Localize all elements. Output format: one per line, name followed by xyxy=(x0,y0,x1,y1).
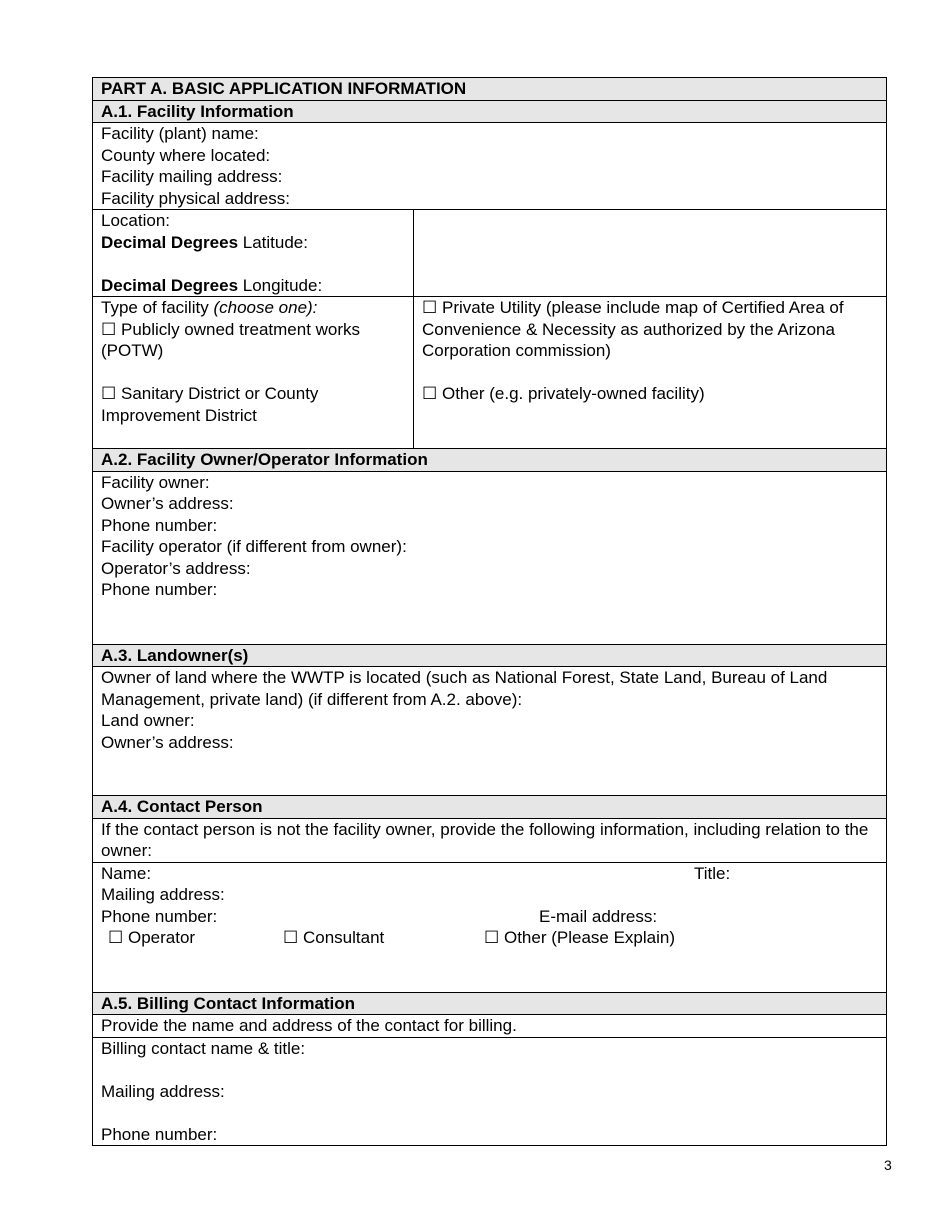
operator-label: Operator xyxy=(127,928,196,947)
facility-type-right-cell xyxy=(414,297,887,449)
billing-phone-field[interactable]: Phone number: xyxy=(101,1124,218,1144)
potw-option[interactable] xyxy=(101,319,405,362)
operator-option[interactable] xyxy=(108,927,195,949)
location-value-cell[interactable] xyxy=(414,210,887,297)
other-contact-label: Other (Please Explain) xyxy=(503,928,676,947)
facility-type-label: Type of facility (choose one): xyxy=(101,298,318,317)
a2-section-title: A.2. Facility Owner/Operator Information xyxy=(93,449,887,472)
private-utility-option[interactable] xyxy=(422,297,878,362)
private-utility-label: Private Utility (please include map of Certified Area of Convenience & Necessity as authorized by the Arizona Corporation commission) xyxy=(422,298,844,360)
a4-section-title: A.4. Contact Person xyxy=(93,796,887,819)
application-form-table xyxy=(92,77,887,1146)
latitude-label: Latitude: xyxy=(242,232,308,252)
checkbox-icon[interactable]: ☐ xyxy=(422,384,438,403)
a3-landowner-fields xyxy=(93,667,887,796)
other-facility-option[interactable] xyxy=(422,383,878,405)
contact-mailing-address-field[interactable]: Mailing address: xyxy=(101,885,225,904)
location-cell xyxy=(93,210,414,297)
operator-phone-field[interactable]: Phone number: xyxy=(101,580,218,599)
checkbox-icon[interactable]: ☐ xyxy=(101,384,117,403)
billing-name-title-field[interactable]: Billing contact name & title: xyxy=(101,1038,306,1058)
contact-phone-field[interactable]: Phone number: xyxy=(101,906,218,926)
consultant-option[interactable] xyxy=(283,927,384,949)
checkbox-icon[interactable]: ☐ xyxy=(101,319,117,339)
sanitary-district-option[interactable] xyxy=(101,383,405,426)
county-field[interactable]: County where located: xyxy=(101,145,271,165)
contact-email-field[interactable]: E-mail address: xyxy=(539,906,658,926)
a1-section-title: A.1. Facility Information xyxy=(93,100,887,123)
facility-mailing-address-field[interactable]: Facility mailing address: xyxy=(101,167,283,186)
longitude-field[interactable] xyxy=(101,275,405,297)
checkbox-icon[interactable]: ☐ xyxy=(484,928,500,947)
contact-title-field[interactable]: Title: xyxy=(694,863,731,883)
choose-one-hint: (choose one): xyxy=(213,298,318,317)
facility-physical-address-field[interactable]: Facility physical address: xyxy=(101,188,290,208)
longitude-label: Longitude: xyxy=(242,275,323,295)
consultant-label: Consultant xyxy=(302,928,385,947)
a5-billing-fields xyxy=(93,1037,887,1146)
decimal-degrees-label: Decimal Degrees xyxy=(101,232,239,252)
a2-owner-fields xyxy=(93,471,887,644)
part-a-title: PART A. BASIC APPLICATION INFORMATION xyxy=(93,78,887,101)
latitude-field[interactable] xyxy=(101,232,405,254)
page-number: 3 xyxy=(884,1157,892,1173)
facility-owner-field[interactable]: Facility owner: xyxy=(101,472,210,492)
landowner-address-field[interactable]: Owner’s address: xyxy=(101,732,234,752)
facility-operator-field[interactable]: Facility operator (if different from owner): xyxy=(101,537,407,556)
sanitary-district-label: Sanitary District or County Improvement District xyxy=(101,384,319,425)
a1-facility-fields xyxy=(93,123,887,210)
owner-phone-field[interactable]: Phone number: xyxy=(101,515,218,535)
a4-contact-fields xyxy=(93,862,887,992)
operator-address-field[interactable]: Operator’s address: xyxy=(101,558,251,578)
checkbox-icon[interactable]: ☐ xyxy=(283,928,299,947)
checkbox-icon[interactable]: ☐ xyxy=(108,928,124,947)
billing-description: Provide the name and address of the contact for billing. xyxy=(93,1015,887,1038)
potw-label: Publicly owned treatment works (POTW) xyxy=(101,319,361,360)
owner-address-field[interactable]: Owner’s address: xyxy=(101,494,234,513)
contact-name-field[interactable]: Name: xyxy=(101,863,152,883)
a5-section-title: A.5. Billing Contact Information xyxy=(93,992,887,1015)
other-facility-label: Other (e.g. privately-owned facility) xyxy=(441,384,705,403)
facility-name-field[interactable]: Facility (plant) name: xyxy=(101,124,259,143)
contact-description: If the contact person is not the facility owner, provide the following information, including relation to the owner: xyxy=(93,818,887,862)
land-owner-field[interactable]: Land owner: xyxy=(101,711,195,730)
decimal-degrees-label: Decimal Degrees xyxy=(101,275,239,295)
location-label: Location: xyxy=(101,211,170,230)
checkbox-icon[interactable]: ☐ xyxy=(422,298,438,317)
facility-type-left-cell xyxy=(93,297,414,449)
billing-mailing-address-field[interactable]: Mailing address: xyxy=(101,1081,225,1101)
landowner-description: Owner of land where the WWTP is located (such as National Forest, State Land, Bureau of Land Management, private land) (if different from A.2. above): xyxy=(101,668,828,709)
other-contact-option[interactable] xyxy=(484,927,675,949)
a3-section-title: A.3. Landowner(s) xyxy=(93,644,887,667)
